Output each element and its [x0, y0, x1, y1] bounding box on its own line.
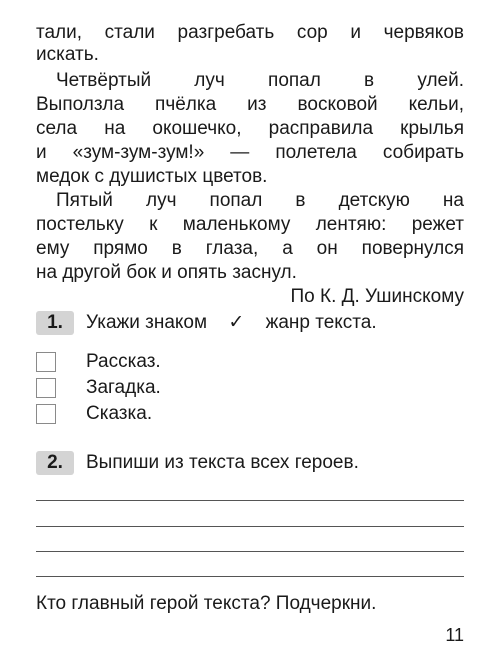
story-line-10: ему прямо в глаза, а он повернулся — [36, 238, 464, 259]
story-line-3: Четвёртый луч попал в улей. — [56, 70, 464, 91]
story-line-5: села на окошечко, расправила крылья — [36, 118, 464, 139]
task-2-question: Кто главный герой текста? Подчеркни. — [36, 593, 377, 614]
option-story[interactable] — [36, 352, 336, 374]
task-1-number: 1. — [36, 311, 74, 335]
task-2-instruction: Выпиши из текста всех героев. — [86, 452, 359, 473]
story-author: По К. Д. Ушинскому — [290, 286, 464, 307]
task-1-text-after: жанр текста. — [265, 312, 377, 333]
story-line-1: тали, стали разгребать сор и червяков — [36, 22, 464, 43]
story-line-7: медок с душистых цветов. — [36, 166, 268, 187]
checkbox-riddle[interactable] — [36, 378, 56, 398]
story-line-2: искать. — [36, 44, 99, 65]
option-story-label: Рассказ. — [86, 351, 161, 372]
task-2-number: 2. — [36, 451, 74, 475]
story-line-9: постельку к маленькому лентяю: режет — [36, 214, 464, 235]
answer-line-3[interactable] — [36, 551, 464, 552]
checkbox-story[interactable] — [36, 352, 56, 372]
story-line-8: Пятый луч попал в детскую на — [56, 190, 464, 211]
task-1-instruction — [86, 311, 466, 335]
answer-line-1[interactable] — [36, 500, 464, 501]
checkbox-fairy-tale[interactable] — [36, 404, 56, 424]
story-line-4: Выползла пчёлка из восковой кельи, — [36, 94, 464, 115]
option-riddle-label: Загадка. — [86, 377, 161, 398]
check-mark-icon: ✓ — [228, 312, 245, 333]
task-1-text-before: Укажи знаком — [86, 312, 208, 333]
answer-line-4[interactable] — [36, 576, 464, 577]
option-riddle[interactable] — [36, 378, 336, 400]
answer-line-2[interactable] — [36, 526, 464, 527]
option-fairy-tale[interactable] — [36, 404, 336, 426]
story-line-11: на другой бок и опять заснул. — [36, 262, 297, 283]
option-fairy-tale-label: Сказка. — [86, 403, 153, 424]
page-number: 11 — [445, 625, 464, 645]
story-line-6: и «зум-зум-зум!» — полетела собирать — [36, 142, 464, 163]
